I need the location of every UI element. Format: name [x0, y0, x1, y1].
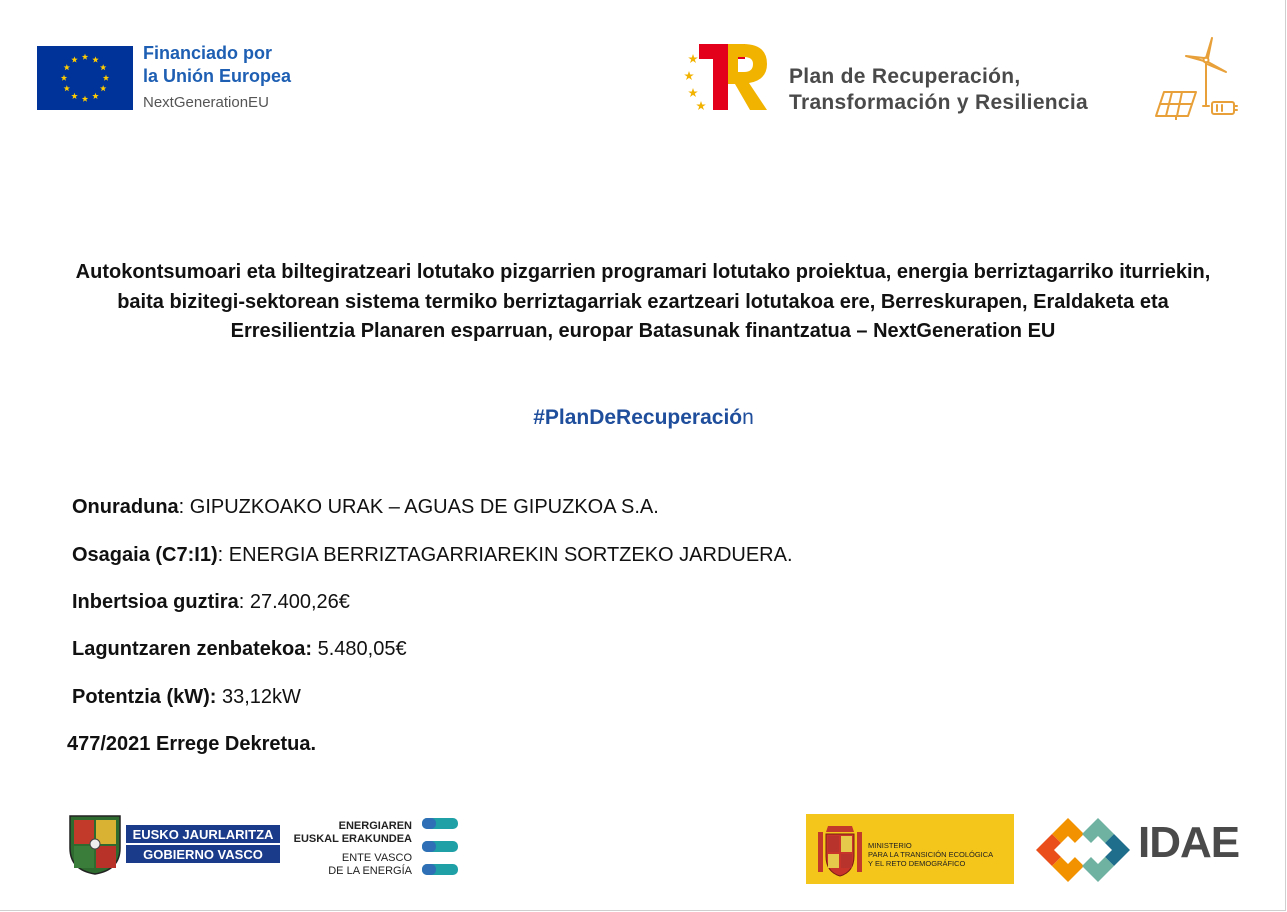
eu-funding-logo-text [143, 42, 291, 111]
ministerio-logo [806, 814, 1014, 884]
prtr-line1: Plan de Recuperación, [789, 65, 1021, 88]
hashtag-bold: #PlanDeRecuperació [533, 406, 743, 429]
eu-star [92, 93, 98, 99]
min-line2: PARA LA TRANSICIÓN ECOLÓGICA [868, 850, 994, 859]
page-title: Autokontsumoari eta biltegiratzeari lotutako pizgarrien programari lotutako proiektua, energia berriztagarriko iturriekin, baita bizitegi-sektorean sistema termiko berriztagarriak ezartzeari lotutakoa ere, Berreskurapen, Eraldaketa eta Erresilientzia Planaren esparruan, europar Batasunak finantzatua – NextGeneration EU [75, 261, 1211, 342]
eu-flag-icon [37, 46, 133, 110]
eu-star [82, 96, 88, 102]
eve-logo-icon [418, 818, 462, 876]
eu-star [100, 85, 106, 91]
decree-reference: 477/2021 Errege Dekretua. [67, 733, 317, 755]
info-label: Potentzia (kW): [72, 686, 217, 708]
eu-star [82, 54, 88, 60]
eve-logo-text [292, 820, 412, 878]
eu-star [64, 85, 70, 91]
info-power [72, 685, 301, 709]
info-value: : 27.400,26€ [238, 591, 350, 613]
ej-line1: EUSKO JAURLARITZA [132, 827, 274, 842]
min-line3: Y EL RETO DEMOGRÁFICO [868, 859, 966, 868]
info-grant-amount [72, 637, 407, 661]
eu-line1: Financiado por [143, 43, 273, 63]
info-value: : GIPUZKOAKO URAK – AGUAS DE GIPUZKOA S.A. [178, 496, 659, 518]
info-label: Inbertsioa guztira [72, 591, 239, 613]
eu-star [71, 56, 77, 62]
eu-star [92, 56, 98, 62]
info-beneficiary [72, 495, 659, 519]
eve-line1: ENERGIAREN [338, 820, 412, 832]
eu-star [100, 64, 106, 70]
ministerio-text [868, 841, 993, 868]
eve-line4: DE LA ENERGÍA [328, 865, 412, 877]
idae-logo-icon [1032, 814, 1134, 886]
hashtag-tail: n [742, 406, 754, 429]
spain-coat-of-arms-icon [816, 822, 864, 878]
eu-line2: la Unión Europea [143, 66, 292, 86]
eu-line3: NextGenerationEU [143, 94, 269, 111]
eu-star [103, 75, 109, 81]
wind-turbine-solar-panel-battery-icon [1152, 36, 1240, 120]
info-value: 5.480,05€ [312, 638, 407, 660]
info-component [72, 543, 793, 567]
info-value: 33,12kW [216, 686, 301, 708]
info-label: Laguntzaren zenbatekoa: [72, 638, 313, 660]
prtr-line2: Transformación y Resiliencia [789, 91, 1089, 114]
info-value: : ENERGIA BERRIZTAGARRIAREKIN SORTZEKO JARDUERA. [217, 544, 793, 566]
eu-star [64, 64, 70, 70]
prtr-logo-text [789, 64, 1088, 116]
idae-logo-text: IDAE [1138, 818, 1240, 867]
ej-line2: GOBIERNO VASCO [143, 847, 263, 862]
min-line1: MINISTERIO [868, 841, 912, 850]
prtr-logo-icon [683, 44, 773, 114]
basque-coat-of-arms-icon [70, 816, 120, 874]
prtr-stars [684, 54, 706, 110]
eu-star [61, 75, 67, 81]
info-label: Onuraduna [72, 496, 179, 518]
eusko-jaurlaritza-logo [66, 812, 280, 876]
info-label: Osagaia (C7:I1) [72, 544, 218, 566]
eu-star [71, 93, 77, 99]
eve-line2: EUSKAL ERAKUNDEA [293, 833, 412, 845]
info-investment [72, 590, 350, 614]
eve-line3: ENTE VASCO [341, 852, 412, 864]
hashtag-link[interactable] [0, 406, 1287, 430]
